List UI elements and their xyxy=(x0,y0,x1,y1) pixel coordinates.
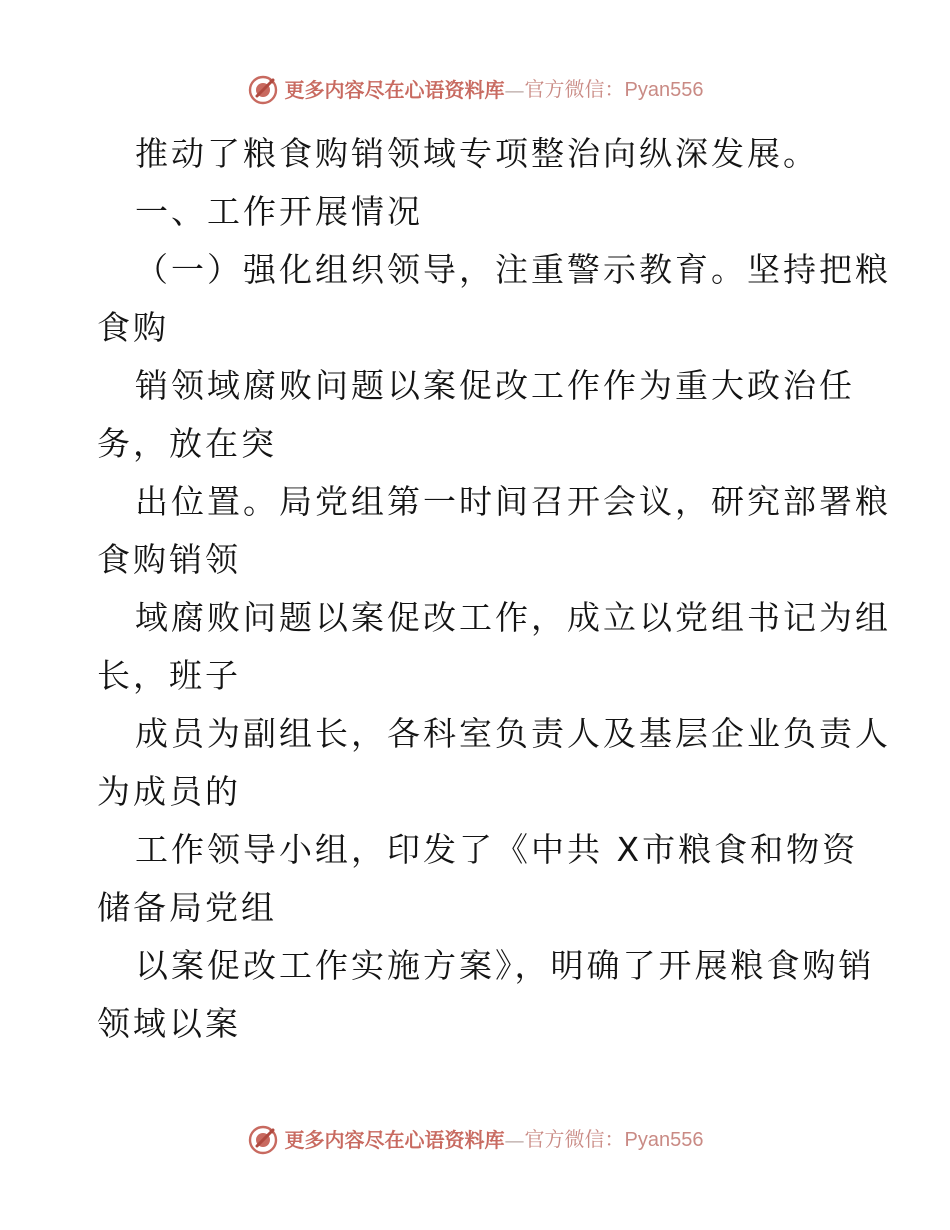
seal-logo-icon xyxy=(247,74,279,106)
text-line: 储备局党组 xyxy=(97,888,277,927)
text-line: 出位置。局党组第一时间召开会议，研究部署粮 xyxy=(135,482,891,521)
watermark-brand: 更多内容尽在心语资料库 xyxy=(284,78,505,102)
footer-watermark-text xyxy=(285,1130,704,1150)
text-line: 以案促改工作实施方案》，明确了开展粮食购销 xyxy=(135,946,875,985)
text-line: 食购 xyxy=(97,308,169,347)
watermark-contact: 官方微信：Pyan556 xyxy=(524,1129,704,1151)
section-heading: 一、工作开展情况 xyxy=(135,192,423,231)
text-line: 推动了粮食购销领域专项整治向纵深发展。 xyxy=(135,134,819,173)
header-watermark xyxy=(0,70,950,110)
watermark-brand: 更多内容尽在心语资料库 xyxy=(284,1128,505,1152)
text-line: 为成员的 xyxy=(97,772,241,811)
text-line: 务，放在突 xyxy=(97,424,277,463)
text-line: 销领域腐败问题以案促改工作作为重大政治任 xyxy=(135,366,855,405)
footer-watermark xyxy=(0,1120,950,1160)
header-watermark-text xyxy=(285,80,704,100)
text-line: 工作领导小组，印发了《中共 X市粮食和物资 xyxy=(135,830,859,869)
text-line: 成员为副组长，各科室负责人及基层企业负责人 xyxy=(135,714,891,753)
document-body xyxy=(97,125,891,1053)
watermark-separator: — xyxy=(504,1128,525,1152)
text-line: （一）强化组织领导，注重警示教育。坚持把粮 xyxy=(135,250,891,289)
text-line: 长，班子 xyxy=(97,656,241,695)
text-line: 领域以案 xyxy=(97,1004,241,1043)
seal-logo-icon xyxy=(247,1124,279,1156)
watermark-separator: — xyxy=(504,78,525,102)
text-line: 域腐败问题以案促改工作，成立以党组书记为组 xyxy=(135,598,891,637)
watermark-contact: 官方微信：Pyan556 xyxy=(524,79,704,101)
text-line: 食购销领 xyxy=(97,540,241,579)
